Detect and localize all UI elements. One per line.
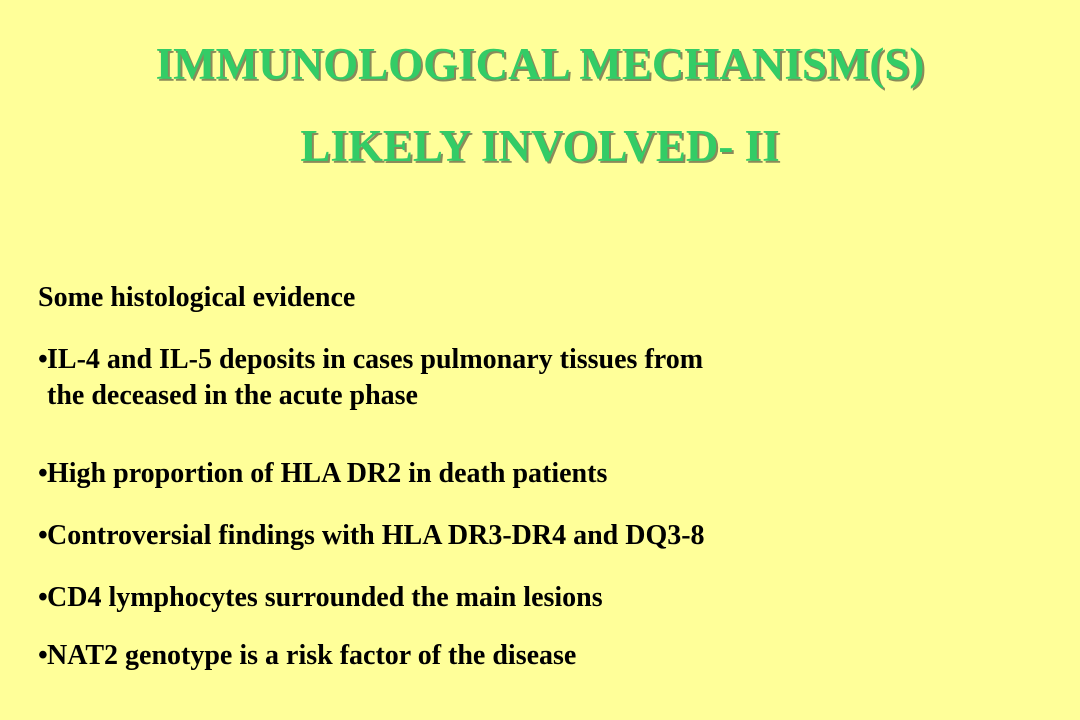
slide-title-line-2: LIKELY INVOLVED- II (300, 121, 780, 171)
bullet-text: CD4 lymphocytes surrounded the main lesions (47, 582, 603, 613)
bullet-text: High proportion of HLA DR2 in death patients (47, 458, 608, 489)
bullet-text: Controversial findings with HLA DR3-DR4 and DQ3-8 (47, 520, 705, 551)
bullet-icon: • (38, 640, 48, 671)
section-subheading: Some histological evidence (38, 282, 356, 313)
bullet-icon: • (38, 344, 48, 375)
bullet-icon: • (38, 520, 48, 551)
bullet-text: NAT2 genotype is a risk factor of the disease (47, 640, 577, 671)
slide-title-line-1: IMMUNOLOGICAL MECHANISM(S) (155, 39, 925, 89)
bullet-icon: • (38, 458, 48, 489)
bullet-text: IL-4 and IL-5 deposits in cases pulmonary tissues from the deceased in the acute phase (47, 344, 704, 411)
bullet-icon: • (38, 582, 48, 613)
